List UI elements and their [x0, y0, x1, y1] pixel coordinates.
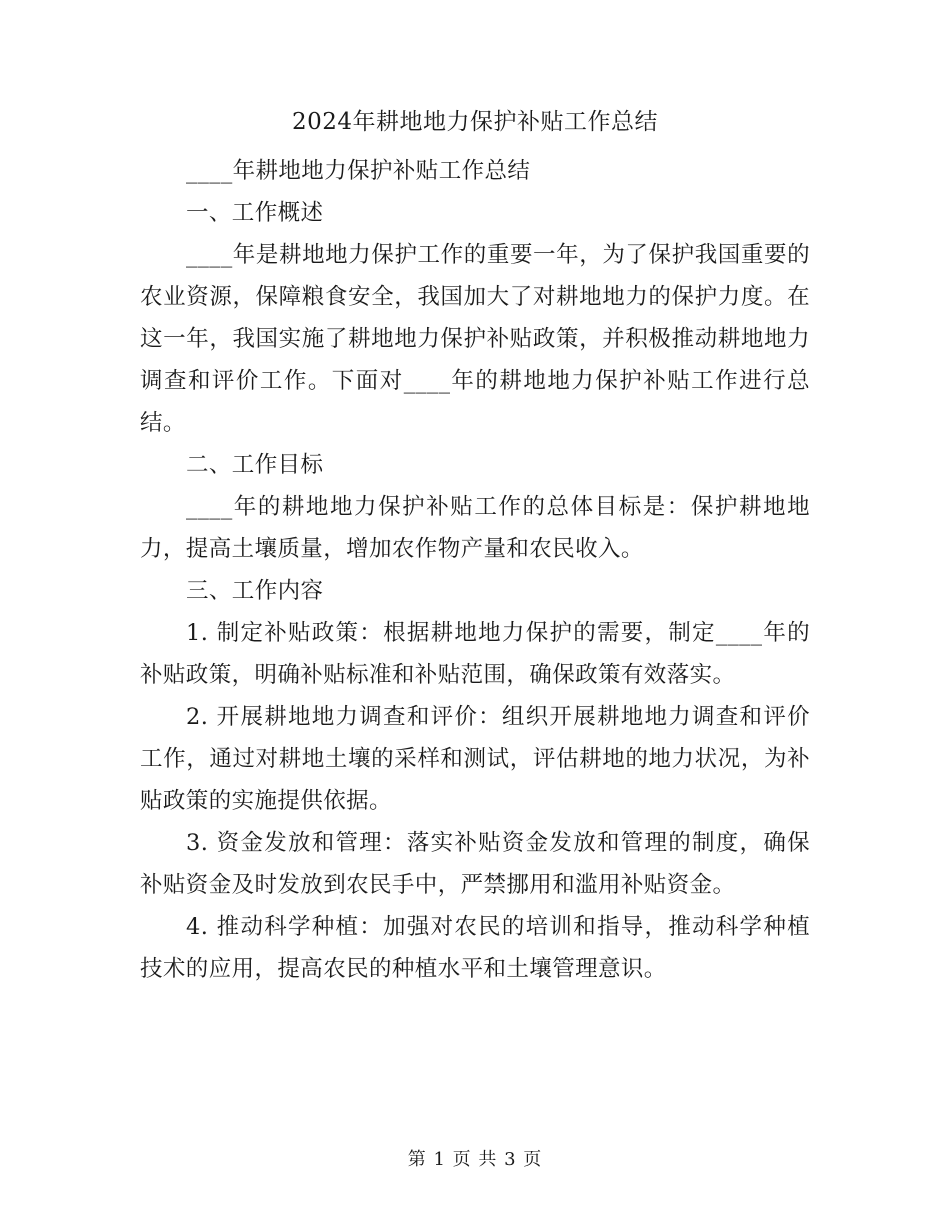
subtitle-paragraph: ____年耕地地力保护补贴工作总结 — [186, 158, 531, 184]
document-title: 2024年耕地地力保护补贴工作总结 — [291, 109, 659, 135]
section-heading-overview: 一、工作概述 — [186, 200, 324, 226]
document-body — [140, 150, 810, 990]
section-heading-goals: 二、工作目标 — [186, 452, 324, 478]
content-item-4: 4. 推动科学种植：加强对农民的培训和指导，推动科学种植技术的应用，提高农民的种植水平和土壤管理意识。 — [140, 914, 810, 982]
section-heading-content: 三、工作内容 — [186, 578, 324, 604]
overview-paragraph: ____年是耕地地力保护工作的重要一年，为了保护我国重要的农业资源，保障粮食安全，我国加大了对耕地地力的保护力度。在这一年，我国实施了耕地地力保护补贴政策，并积极推动耕地地力调查和评价工作。下面对____年的耕地地力保护补贴工作进行总结。 — [140, 242, 810, 436]
content-item-3: 3. 资金发放和管理：落实补贴资金发放和管理的制度，确保补贴资金及时发放到农民手中，严禁挪用和滥用补贴资金。 — [140, 830, 810, 898]
content-item-2: 2. 开展耕地地力调查和评价：组织开展耕地地力调查和评价工作，通过对耕地土壤的采样和测试，评估耕地的地力状况，为补贴政策的实施提供依据。 — [140, 704, 810, 814]
content-item-1: 1. 制定补贴政策：根据耕地地力保护的需要，制定____年的补贴政策，明确补贴标准和补贴范围，确保政策有效落实。 — [140, 620, 810, 688]
page-footer: 第 1 页 共 3 页 — [407, 1149, 543, 1170]
goals-paragraph: ____年的耕地地力保护补贴工作的总体目标是：保护耕地地力，提高土壤质量，增加农作物产量和农民收入。 — [140, 494, 810, 562]
